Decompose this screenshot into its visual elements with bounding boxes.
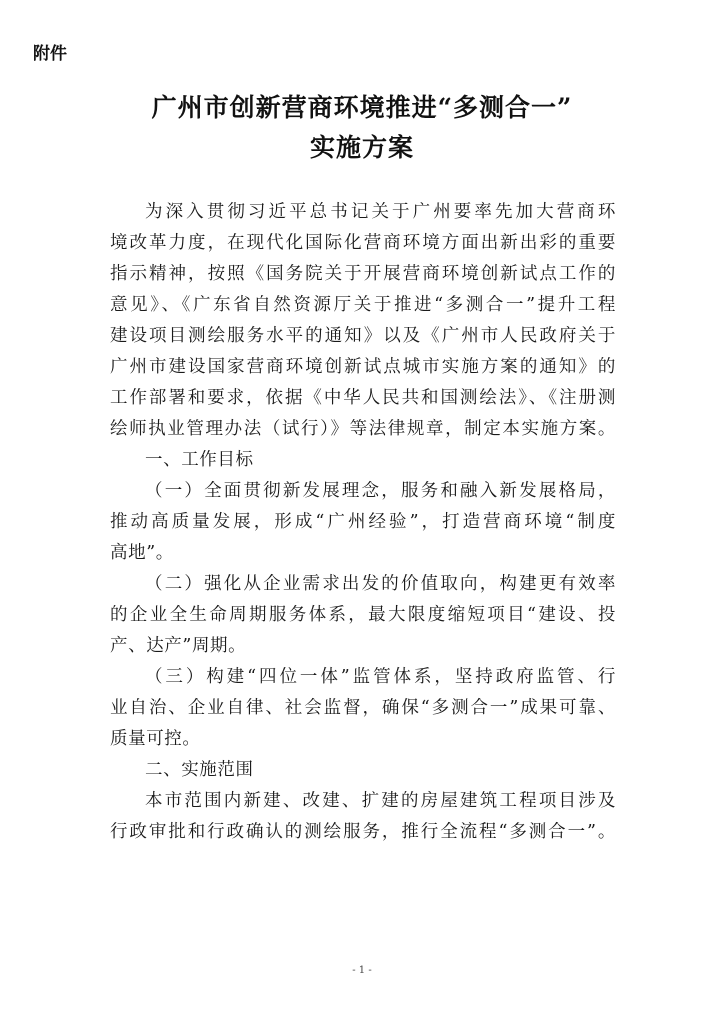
body-line: 产、达产”周期。: [110, 636, 247, 656]
body-line: 境改革力度，在现代化国际化营商环境方面出新出彩的重要: [110, 233, 616, 253]
body-line: 的企业全生命周期服务体系，最大限度缩短项目“建设、投: [110, 605, 616, 625]
page-number: - 1 -: [352, 965, 372, 976]
document-title-line-1: 广州市创新营商环境推进“多测合一”: [151, 93, 573, 122]
body-line: （一）全面贯彻新发展理念，服务和融入新发展格局，: [145, 481, 616, 501]
body-line: 业自治、企业自律、社会监督，确保“多测合一”成果可靠、: [110, 698, 616, 718]
body-line: （三）构建“四位一体”监管体系，坚持政府监管、行: [145, 667, 616, 687]
body-line: 建设项目测绘服务水平的通知》以及《广州市人民政府关于: [110, 326, 616, 346]
body-line: （二）强化从企业需求出发的价值取向，构建更有效率: [145, 574, 616, 594]
body-line: 广州市建设国家营商环境创新试点城市实施方案的通知》的: [110, 357, 616, 377]
body-line: 本市范围内新建、改建、扩建的房屋建筑工程项目涉及: [145, 791, 616, 811]
body-line: 意见》、《广东省自然资源厅关于推进“多测合一”提升工程: [110, 295, 616, 315]
body-line: 工作部署和要求，依据《中华人民共和国测绘法》、《注册测: [110, 388, 616, 408]
body-line: 指示精神，按照《国务院关于开展营商环境创新试点工作的: [110, 264, 616, 284]
body-line: 质量可控。: [110, 729, 201, 749]
document-title-line-2: 实施方案: [309, 133, 414, 162]
body-line: 行政审批和行政确认的测绘服务，推行全流程“多测合一”。: [110, 822, 616, 842]
section-heading: 一、工作目标: [145, 450, 254, 470]
body-line: 绘师执业管理办法（试行）》等法律规章，制定本实施方案。: [110, 419, 616, 439]
document-body: [110, 197, 616, 848]
body-line: 高地”。: [110, 543, 174, 563]
attachment-label: 附件: [33, 44, 67, 64]
section-heading: 二、实施范围: [145, 760, 254, 780]
body-line: 推动高质量发展，形成“广州经验”，打造营商环境“制度: [110, 512, 616, 532]
body-line: 为深入贯彻习近平总书记关于广州要率先加大营商环: [145, 202, 616, 222]
